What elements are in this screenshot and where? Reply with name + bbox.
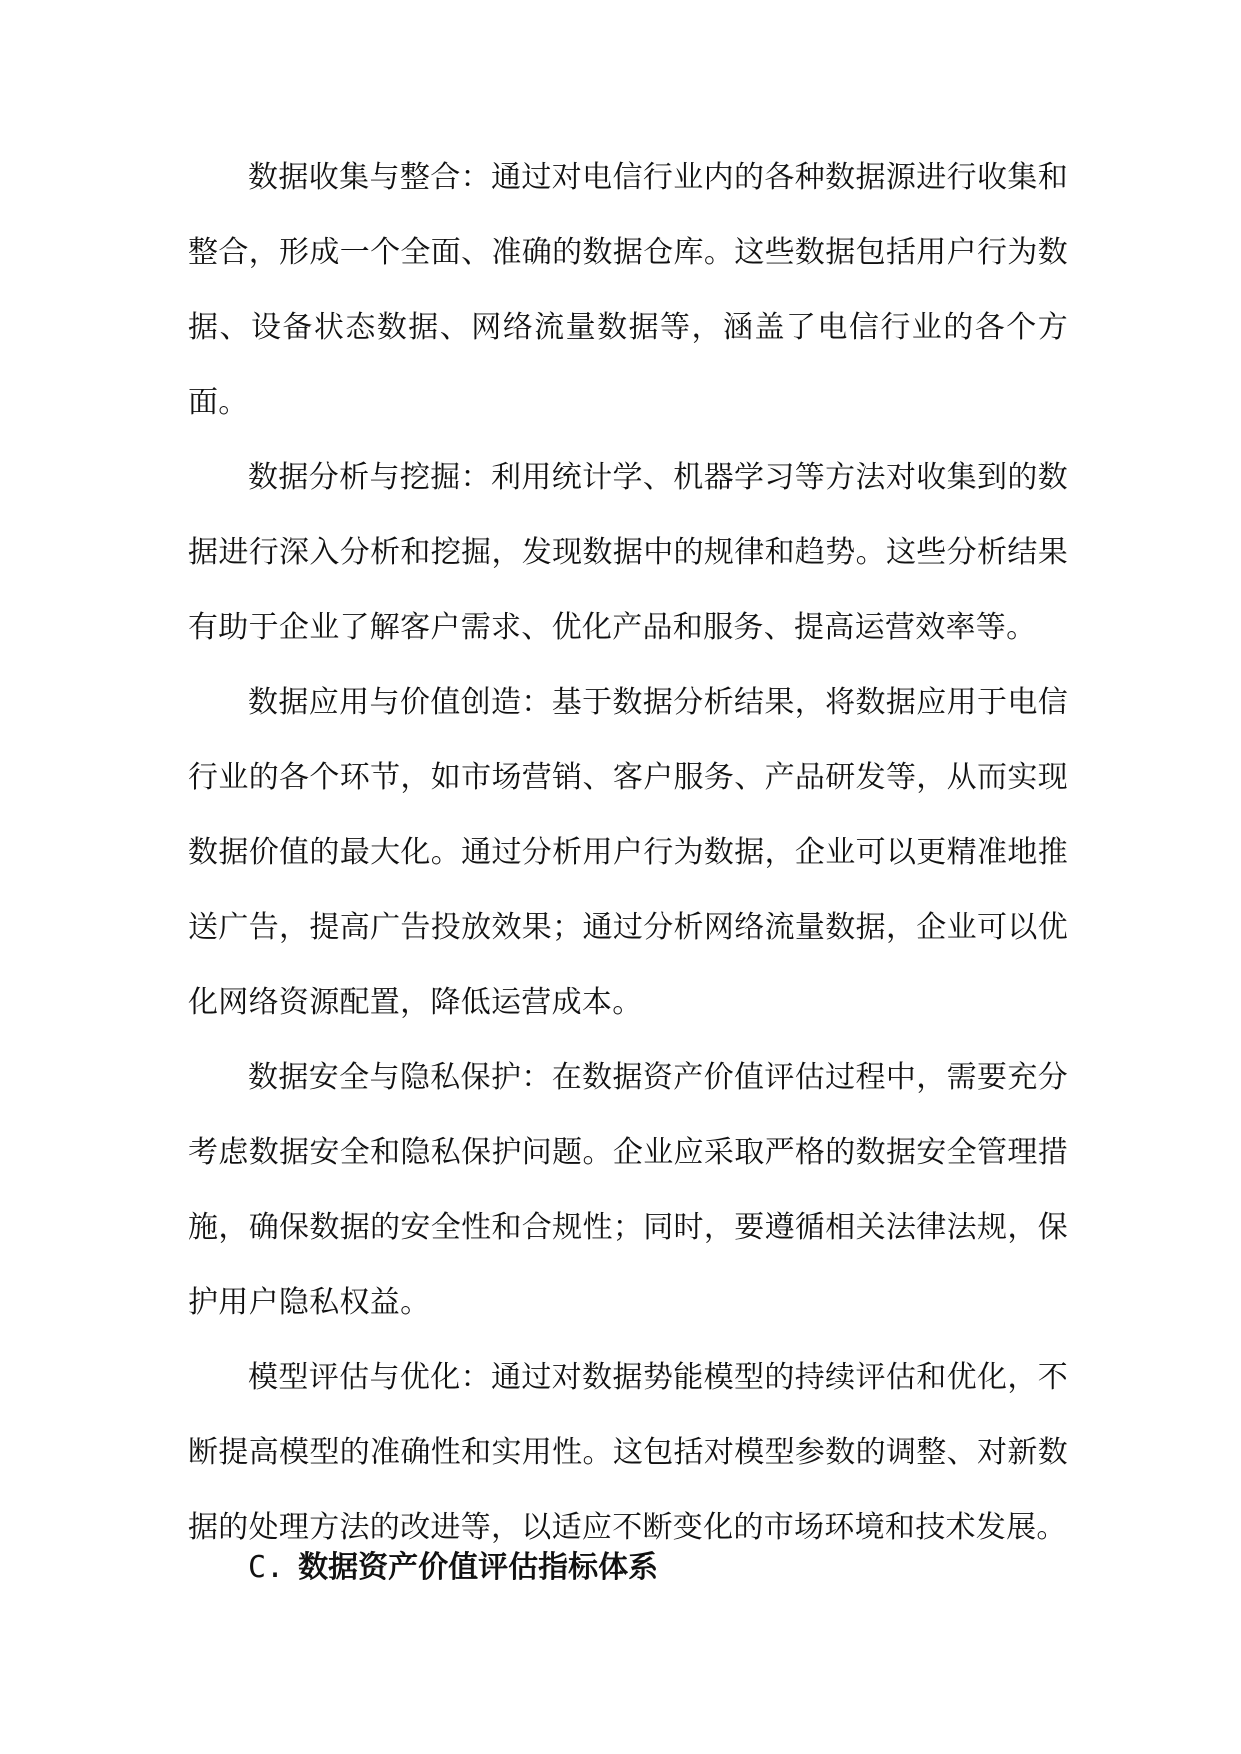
paragraph-data-application: 数据应用与价值创造：基于数据分析结果，将数据应用于电信行业的各个环节，如市场营销、客户服务、产品研发等，从而实现数据价值的最大化。通过分析用户行为数据，企业可以更精准地推送广告，提高广告投放效果；通过分析网络流量数据，企业可以优化网络资源配置，降低运营成本。 [188,685,1068,1020]
paragraph-data-security: 数据安全与隐私保护：在数据资产价值评估过程中，需要充分考虑数据安全和隐私保护问题。企业应采取严格的数据安全管理措施，确保数据的安全性和合规性；同时，要遵循相关法律法规，保护用户隐私权益。 [188,1060,1068,1320]
document-body [188,140,1068,1565]
section-heading [248,1548,658,1588]
paragraph-data-analysis: 数据分析与挖掘：利用统计学、机器学习等方法对收集到的数据进行深入分析和挖掘，发现数据中的规律和趋势。这些分析结果有助于企业了解客户需求、优化产品和服务、提高运营效率等。 [188,460,1068,645]
section-heading-title: 数据资产价值评估指标体系 [298,1550,659,1585]
section-heading-prefix: C. [248,1550,285,1585]
paragraph-model-evaluation: 模型评估与优化：通过对数据势能模型的持续评估和优化，不断提高模型的准确性和实用性。这包括对模型参数的调整、对新数据的处理方法的改进等，以适应不断变化的市场环境和技术发展。 [188,1360,1068,1545]
paragraph-data-collection: 数据收集与整合：通过对电信行业内的各种数据源进行收集和整合，形成一个全面、准确的数据仓库。这些数据包括用户行为数据、设备状态数据、网络流量数据等，涵盖了电信行业的各个方面。 [188,160,1068,420]
